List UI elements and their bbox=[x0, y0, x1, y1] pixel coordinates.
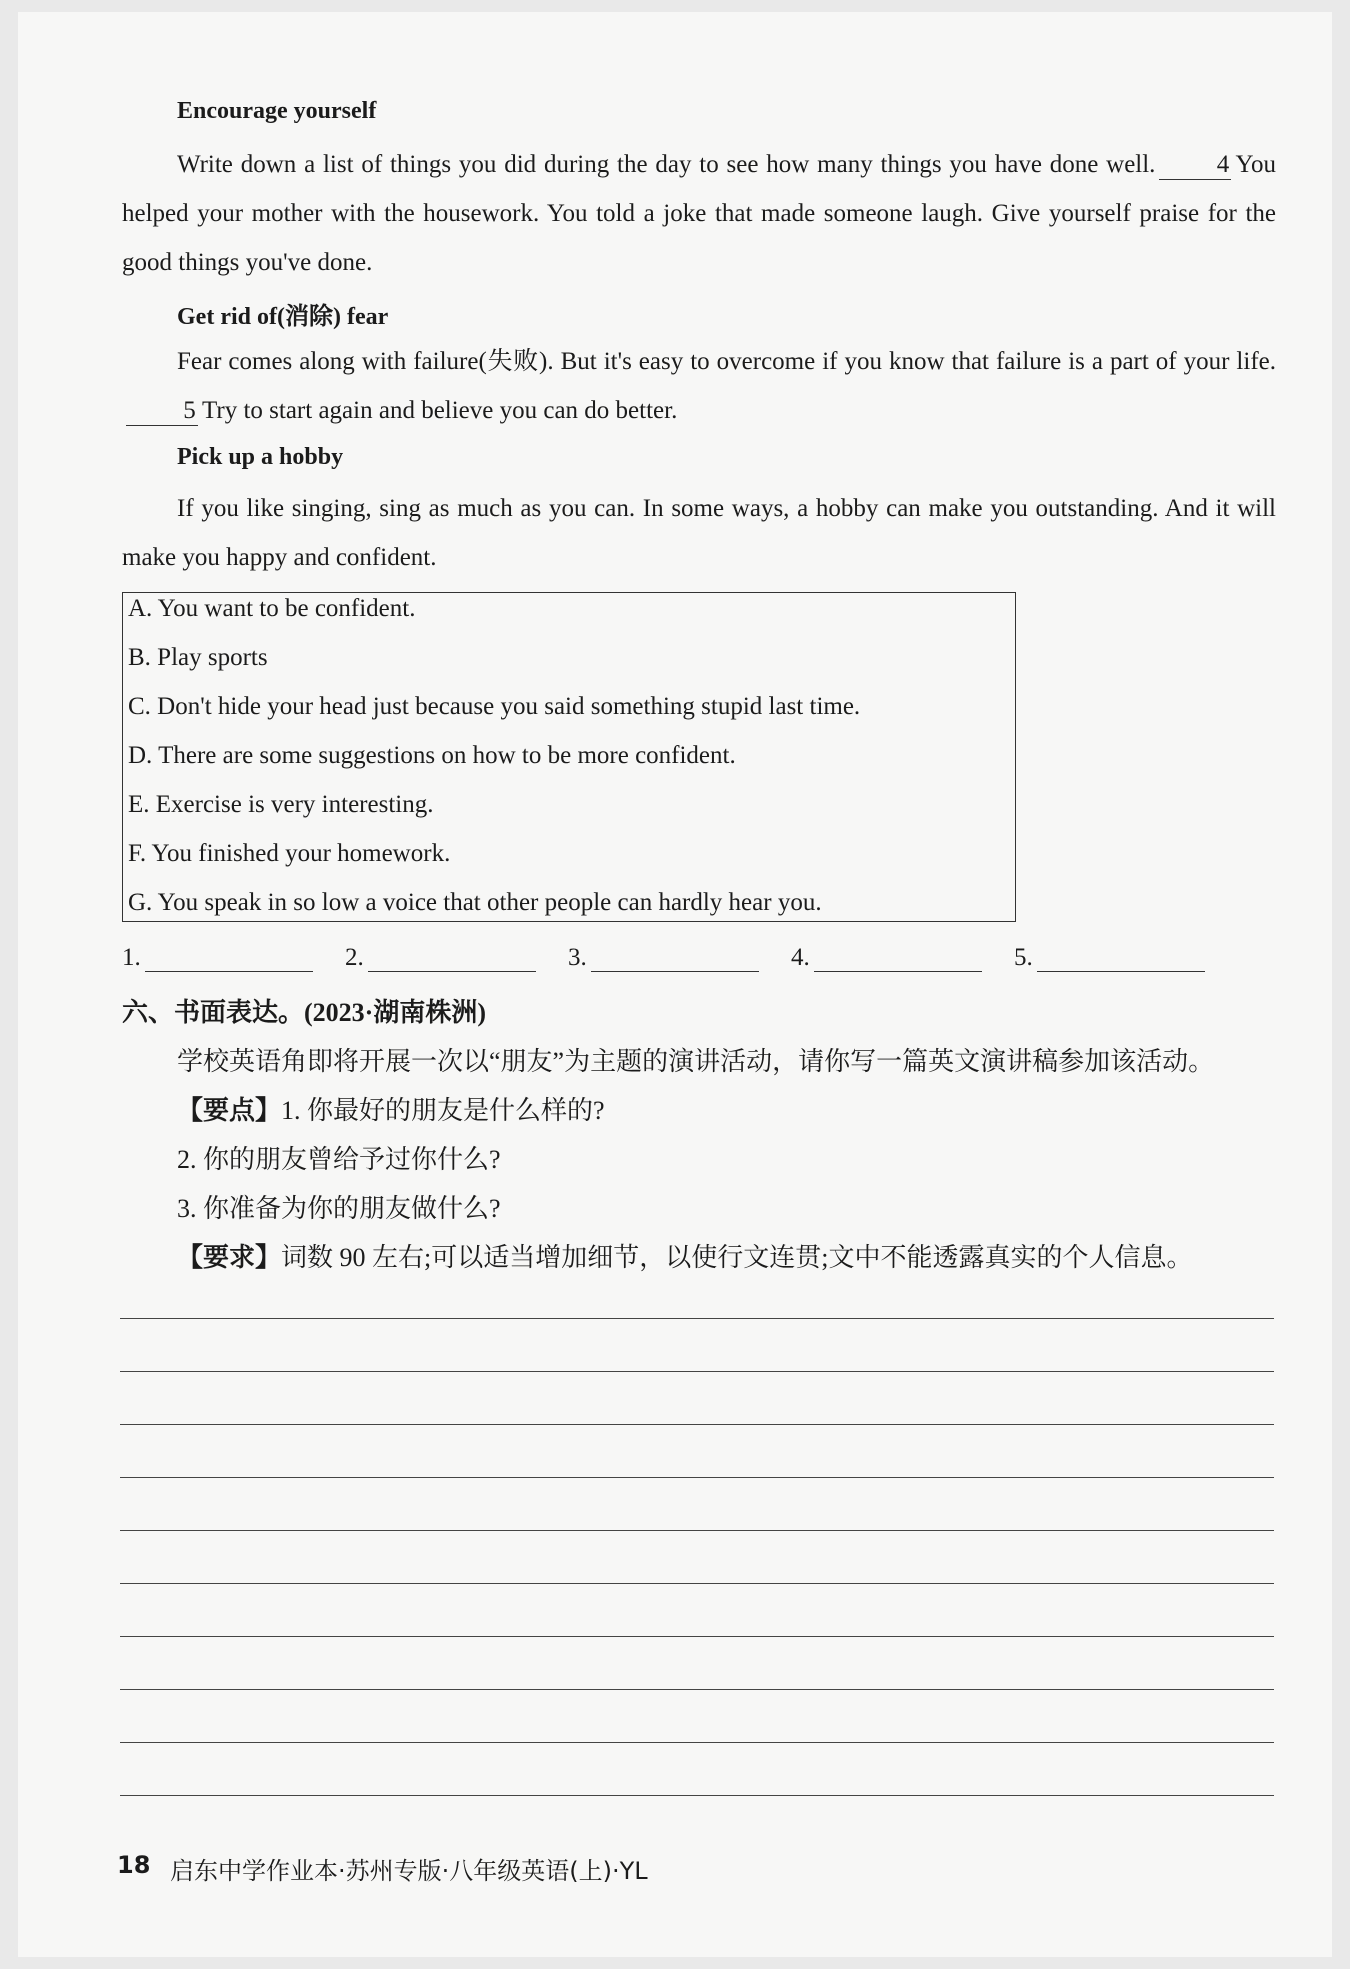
option-e: E. Exercise is very interesting. bbox=[128, 791, 434, 818]
answer-label: 4. bbox=[791, 944, 810, 971]
writing-line[interactable] bbox=[120, 1636, 1274, 1637]
option-b: B. Play sports bbox=[128, 644, 268, 671]
paragraph-hobby: If you like singing, sing as much as you can. In some ways, a hobby can make you outstanding. And it will make you happy and confident. bbox=[122, 495, 1276, 571]
paragraph-encourage bbox=[122, 140, 1276, 287]
requirements-text: 词数 90 左右;可以适当增加细节，以使行文连贯;文中不能透露真实的个人信息。 bbox=[281, 1243, 1193, 1272]
answer-label: 1. bbox=[122, 944, 141, 971]
answer-slot-2 bbox=[345, 944, 536, 972]
writing-intro: 学校英语角即将开展一次以“朋友”为主题的演讲活动，请你写一篇英文演讲稿参加该活动。 bbox=[177, 1047, 1215, 1076]
answer-line[interactable] bbox=[814, 945, 982, 972]
writing-line[interactable] bbox=[120, 1795, 1274, 1796]
book-title: 启东中学作业本·苏州专版·八年级英语(上)·YL bbox=[170, 1857, 648, 1885]
section-heading-encourage: Encourage yourself bbox=[177, 98, 377, 124]
points-label: 【要点】 bbox=[177, 1096, 282, 1125]
answer-blank-5: 5 bbox=[126, 397, 198, 426]
paragraph-fear bbox=[122, 337, 1276, 435]
writing-section-title: 六、书面表达。(2023·湖南株洲) bbox=[122, 998, 486, 1027]
requirements-row bbox=[177, 1237, 1192, 1274]
writing-line[interactable] bbox=[120, 1583, 1274, 1584]
answer-line[interactable] bbox=[368, 945, 536, 972]
paragraph-text: Fear comes along with failure(失败). But it's easy to overcome if you know that failure is a part of your life. bbox=[177, 348, 1276, 375]
answer-line[interactable] bbox=[1037, 945, 1205, 972]
paragraph-text: You helped your mother with the housework. You told a joke that made someone laugh. Give yourself praise for the good things you've done. bbox=[122, 151, 1276, 276]
option-a: A. You want to be confident. bbox=[128, 595, 416, 622]
point-item-2: 2. 你的朋友曾给予过你什么? bbox=[177, 1145, 501, 1174]
paragraph-text: Write down a list of things you did during the day to see how many things you have done well. bbox=[177, 151, 1156, 178]
option-d: D. There are some suggestions on how to be more confident. bbox=[128, 742, 736, 769]
page-number: 18 bbox=[117, 1851, 151, 1879]
writing-line[interactable] bbox=[120, 1742, 1274, 1743]
answer-slot-3 bbox=[568, 944, 759, 972]
section-heading-fear: Get rid of(消除) fear bbox=[177, 304, 389, 330]
point-item-3: 3. 你准备为你的朋友做什么? bbox=[177, 1194, 501, 1223]
answer-slot-1 bbox=[122, 944, 313, 972]
paragraph-text: Try to start again and believe you can do better. bbox=[202, 397, 678, 424]
requirements-label: 【要求】 bbox=[177, 1243, 282, 1272]
points-row-1 bbox=[177, 1090, 605, 1127]
writing-line[interactable] bbox=[120, 1530, 1274, 1531]
answer-blank-4: 4 bbox=[1159, 151, 1231, 180]
option-g: G. You speak in so low a voice that other people can hardly hear you. bbox=[128, 889, 822, 916]
writing-line[interactable] bbox=[120, 1318, 1274, 1319]
section-heading-hobby: Pick up a hobby bbox=[177, 444, 344, 470]
answer-slot-5 bbox=[1014, 944, 1205, 972]
writing-line[interactable] bbox=[120, 1477, 1274, 1478]
option-f: F. You finished your homework. bbox=[128, 840, 451, 867]
answer-slot-4 bbox=[791, 944, 982, 972]
writing-line[interactable] bbox=[120, 1371, 1274, 1372]
answer-label: 5. bbox=[1014, 944, 1033, 971]
writing-line[interactable] bbox=[120, 1424, 1274, 1425]
answer-line[interactable] bbox=[591, 945, 759, 972]
option-c: C. Don't hide your head just because you said something stupid last time. bbox=[128, 693, 861, 720]
answer-label: 2. bbox=[345, 944, 364, 971]
answer-line[interactable] bbox=[145, 945, 313, 972]
point-item: 1. 你最好的朋友是什么样的? bbox=[281, 1096, 605, 1125]
answer-label: 3. bbox=[568, 944, 587, 971]
writing-line[interactable] bbox=[120, 1689, 1274, 1690]
options-box bbox=[122, 592, 1016, 922]
